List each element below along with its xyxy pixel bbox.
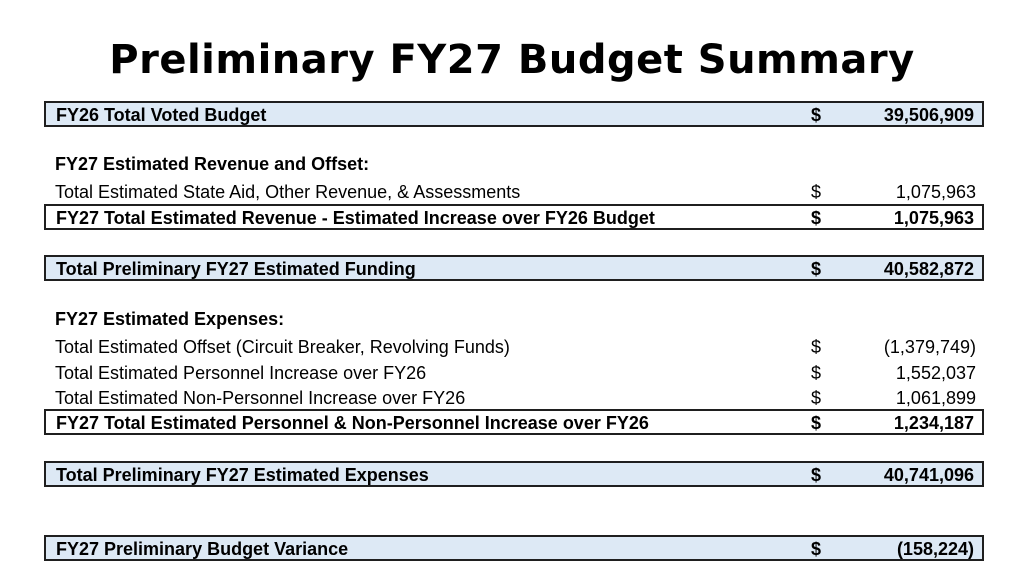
- row-amount: 39,506,909: [883, 105, 974, 125]
- currency-symbol: $: [811, 208, 822, 228]
- row-amount: 1,552,037: [895, 363, 976, 383]
- row-label: Total Estimated State Aid, Other Revenue, & Assessments: [55, 182, 521, 202]
- row-label: FY27 Total Estimated Revenue - Estimated Increase over FY26 Budget: [56, 208, 655, 228]
- fy26-voted-budget-row: [44, 101, 984, 127]
- row-amount: 40,741,096: [883, 465, 974, 485]
- currency-symbol: $: [811, 363, 822, 383]
- row-label: FY27 Preliminary Budget Variance: [56, 539, 349, 559]
- row-label: Total Estimated Offset (Circuit Breaker, Revolving Funds): [55, 337, 510, 357]
- currency-symbol: $: [811, 539, 822, 559]
- currency-symbol: $: [811, 465, 822, 485]
- row-label: Total Preliminary FY27 Estimated Funding: [56, 259, 416, 279]
- currency-symbol: $: [811, 413, 822, 433]
- expenses-total-row: [44, 461, 984, 487]
- revenue-total-row: [44, 204, 984, 230]
- row-label: FY26 Total Voted Budget: [56, 105, 267, 125]
- row-amount: 1,061,899: [895, 388, 976, 408]
- row-label: Total Estimated Non-Personnel Increase over FY26: [55, 388, 466, 408]
- currency-symbol: $: [811, 105, 822, 125]
- row-label: Total Preliminary FY27 Estimated Expenses: [56, 465, 429, 485]
- section-heading-label: FY27 Estimated Expenses:: [55, 309, 285, 329]
- row-label: Total Estimated Personnel Increase over FY26: [55, 363, 427, 383]
- row-amount: 1,075,963: [893, 208, 974, 228]
- row-amount: 40,582,872: [883, 259, 974, 279]
- row-amount: (158,224): [896, 539, 974, 559]
- row-amount: 1,234,187: [893, 413, 974, 433]
- currency-symbol: $: [811, 388, 822, 408]
- row-label: FY27 Total Estimated Personnel & Non-Personnel Increase over FY26: [56, 413, 649, 433]
- funding-total-row: [44, 255, 984, 281]
- budget-variance-row: [44, 535, 984, 561]
- increase-total-row: [44, 409, 984, 435]
- section-heading-label: FY27 Estimated Revenue and Offset:: [55, 154, 370, 174]
- currency-symbol: $: [811, 259, 822, 279]
- currency-symbol: $: [811, 337, 822, 357]
- currency-symbol: $: [811, 182, 822, 202]
- row-amount: (1,379,749): [883, 337, 976, 357]
- page-title: Preliminary FY27 Budget Summary: [109, 37, 915, 83]
- row-amount: 1,075,963: [895, 182, 976, 202]
